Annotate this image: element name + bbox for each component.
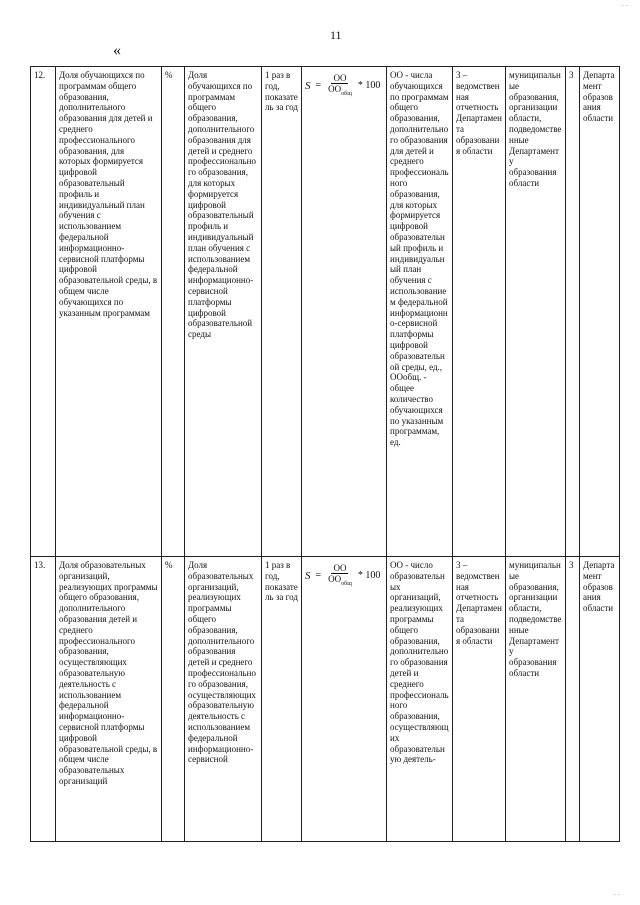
variables-description: ОО - числа обучающихся по программам общего образования, дополнительного образования для детей и среднего профессионального образования, для которых формируется цифровой образовательный профиль и индивидуальный план обучения с использованием федеральной информационно-сервисной платформы цифровой образовательной среды, ед., ООобщ. - общее количество обучающихся по указанным программам, ед. xyxy=(387,67,453,557)
formula-numerator: ОО xyxy=(333,563,347,573)
variables-description: ОО - число образовательных организаций, реализующих программы общего образования, дополнительного образования детей и среднего профессионального образования, осуществляющих образовательную деятель- xyxy=(387,557,453,842)
data-source: 3 – ведомственная отчетность Департамента образования области xyxy=(453,557,506,842)
responsible-parties: муниципальные образования, организации области, подведомственные Департаменту образования области xyxy=(506,557,566,842)
formula-equals: = xyxy=(315,80,322,91)
indicator-name: Доля образовательных организаций, реализующих программы общего образования, дополнительного образования детей и среднего профессионального образования, осуществляющих образовательную деятельность с использованием федеральной информационно-сервисной платформы цифровой образовательной среды, в общем числе образовательных организаций xyxy=(56,557,162,842)
responsible-department: Департамент образования области xyxy=(580,557,620,842)
formula xyxy=(305,560,383,590)
responsible-department: Департамент образования области xyxy=(580,67,620,557)
formula-multiplier: * 100 xyxy=(357,80,381,91)
formula-variable: S xyxy=(305,80,311,92)
formula-fraction xyxy=(326,73,354,100)
row-number: 12. xyxy=(31,67,56,557)
unit: % xyxy=(162,557,185,842)
indicator-definition: Доля образовательных организаций, реализующих программы общего образования, дополнительного образования детей и среднего профессионального образования, осуществляющих образовательную деятельность с использованием федеральной информационно-сервисной xyxy=(185,557,262,842)
unit: % xyxy=(162,67,185,557)
formula-denominator: $ОО_{общ}$ xyxy=(328,84,352,97)
formula-numerator: ОО xyxy=(333,73,347,83)
calculation-formula xyxy=(302,67,387,557)
scan-artifact-bottom: · · xyxy=(613,891,620,899)
formula xyxy=(305,70,383,100)
opening-quote-mark: « xyxy=(113,42,121,59)
table-row-12 xyxy=(31,67,620,557)
row-number: 13. xyxy=(31,557,56,842)
table-row-13 xyxy=(31,557,620,842)
indicator-name: Доля обучающихся по программам общего образования, дополнительного образования для детей и среднего профессионального образования, для которых формируется цифровой образовательный профиль и индивидуальный план обучения с использованием федеральной информационно-сервисной платформы цифровой образовательной среды, в общем числе обучающихся по указанным программам xyxy=(56,67,162,557)
formula-equals: = xyxy=(315,570,322,581)
indicator-definition: Доля обучающихся по программам общего образования, дополнительного образования для детей и среднего профессионального образования, для которых формируется цифровой образовательный профиль и индивидуальный план обучения с использованием федеральной информационно-сервисной платформы цифровой образовательной среды xyxy=(185,67,262,557)
periodicity: 1 раз в год, показатель за год xyxy=(262,67,302,557)
code: 3 xyxy=(566,67,580,557)
formula-denominator: $ОО_{общ}$ xyxy=(328,574,352,587)
indicators-table xyxy=(30,66,620,842)
code: 3 xyxy=(566,557,580,842)
responsible-parties: муниципальные образования, организации области, подведомственные Департаменту образования области xyxy=(506,67,566,557)
scan-artifact-top: · · xyxy=(621,2,628,10)
formula-fraction xyxy=(326,563,354,590)
formula-variable: S xyxy=(305,570,311,582)
periodicity: 1 раз в год, показатель за год xyxy=(262,557,302,842)
calculation-formula xyxy=(302,557,387,842)
page-number: 11 xyxy=(330,28,342,42)
data-source: 3 – ведомственная отчетность Департамента образования области xyxy=(453,67,506,557)
formula-multiplier: * 100 xyxy=(357,570,381,581)
